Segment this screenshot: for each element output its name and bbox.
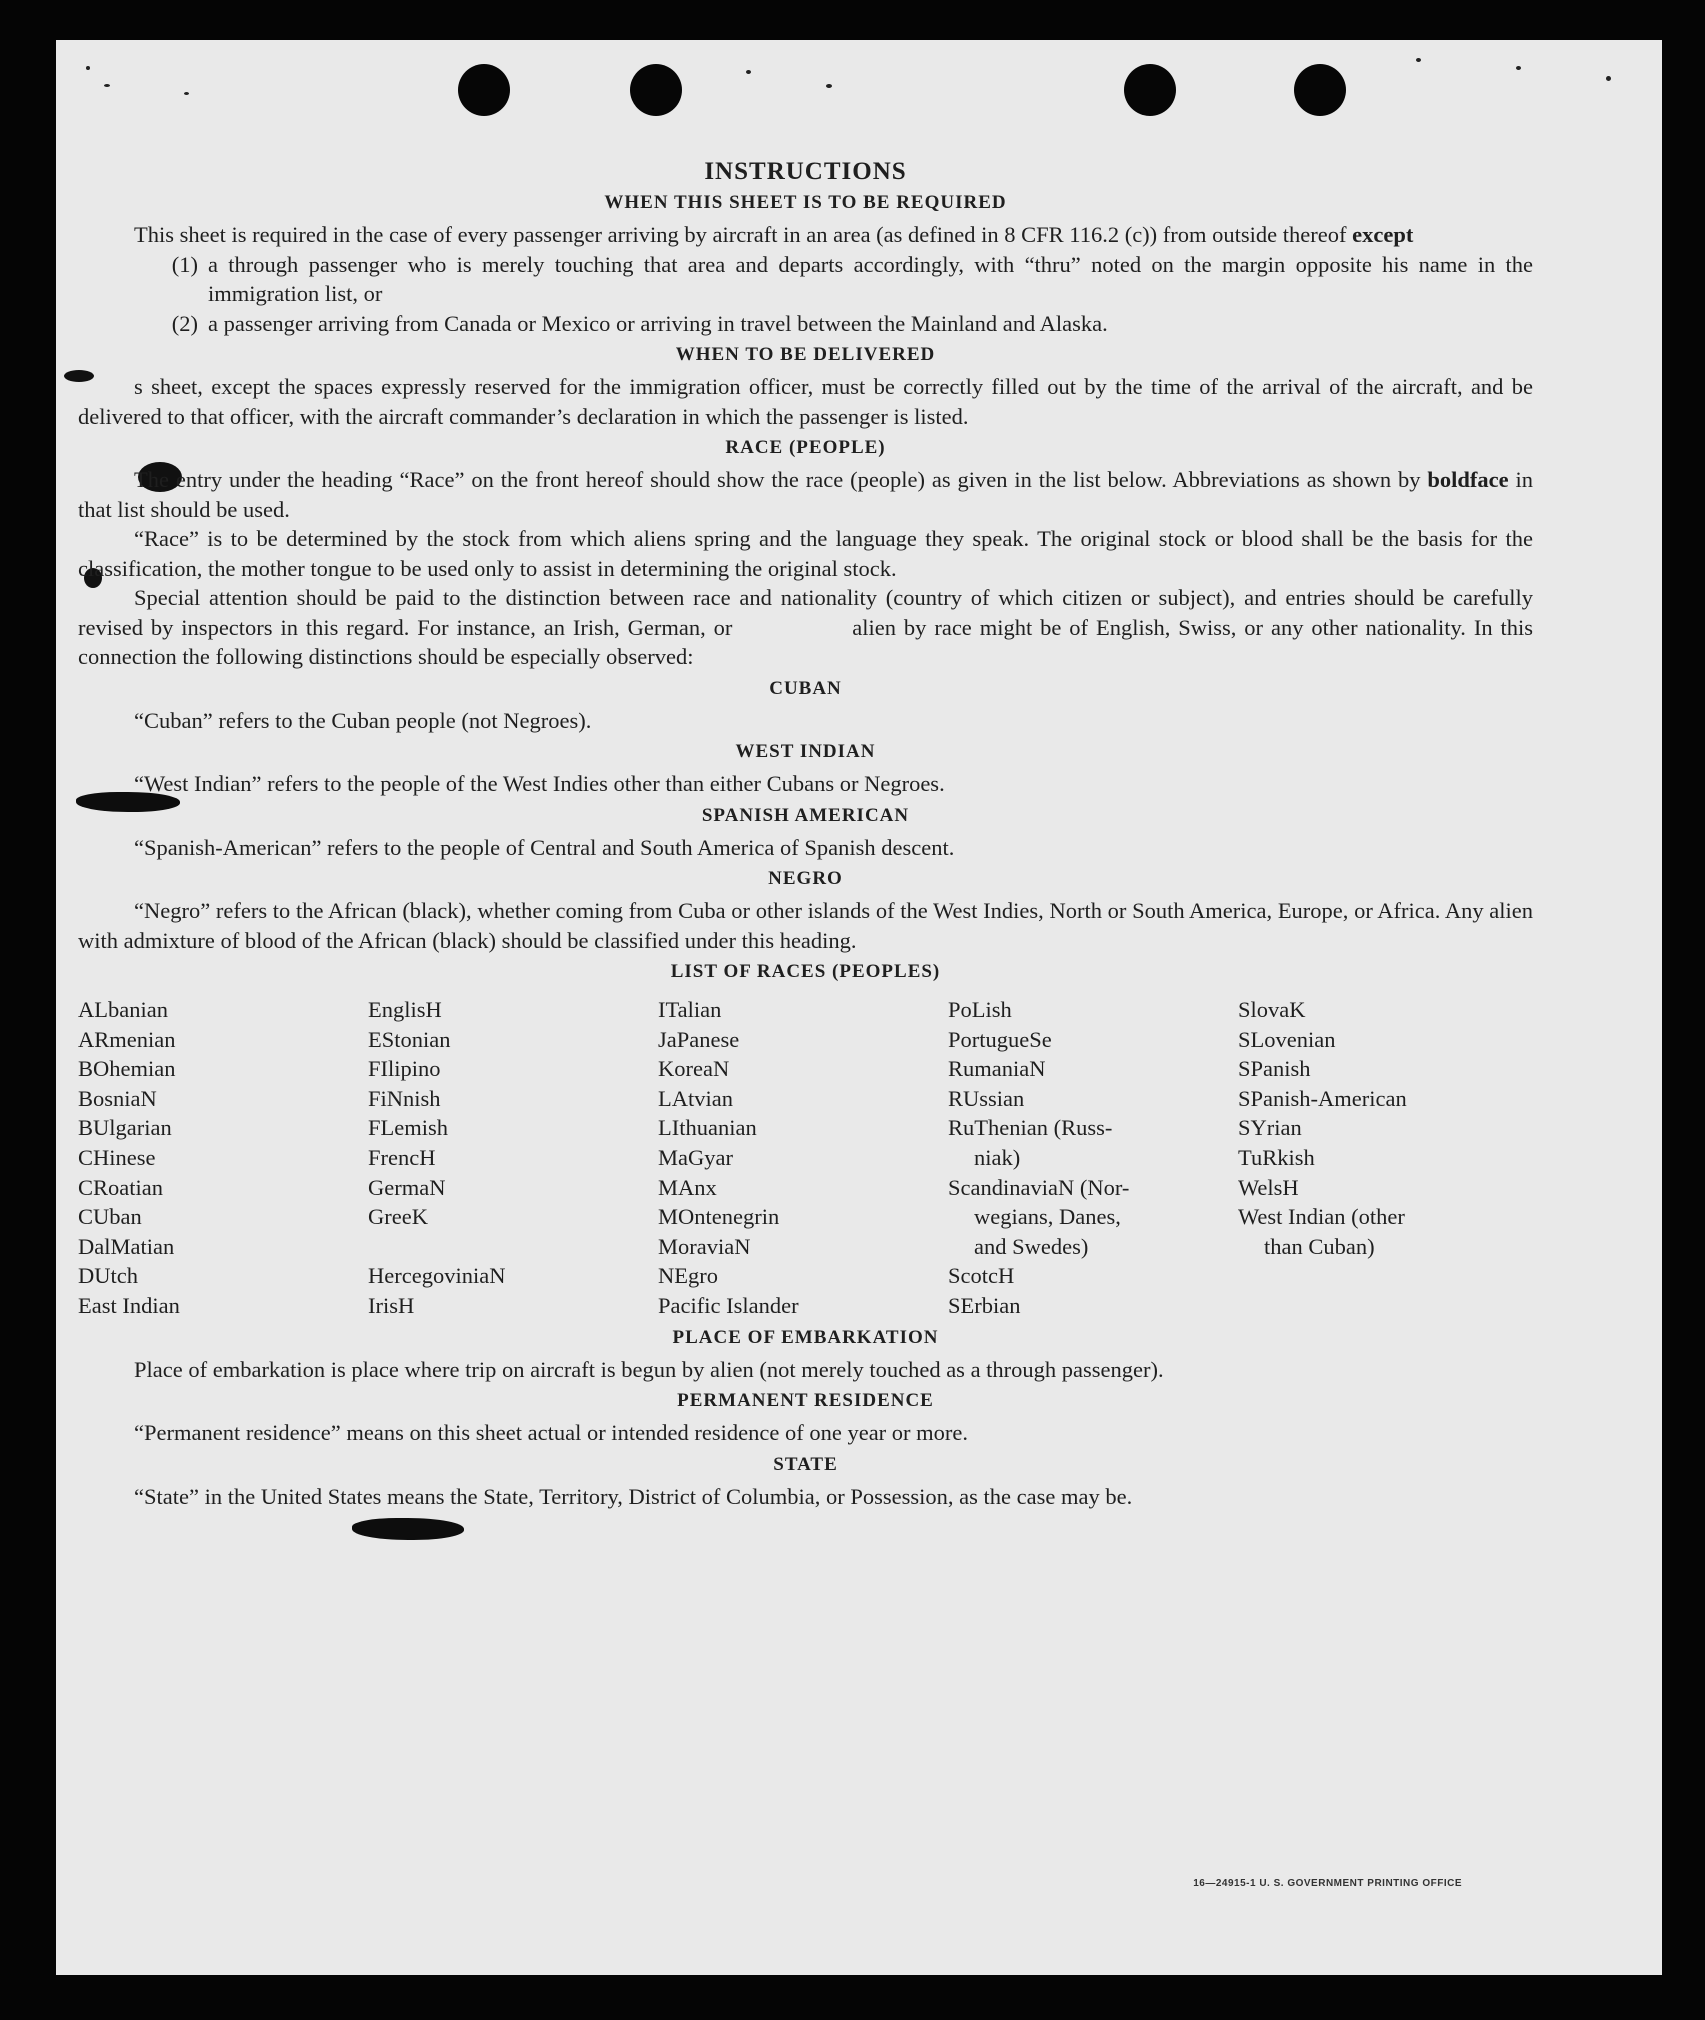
heading-west-indian: WEST INDIAN <box>735 741 876 762</box>
delivered-text: s sheet, except the spaces expressly reserved for the immigration officer, must be correctly filled out by the time of the arrival of the aircraft, and be delivered to that officer, with the aircraft commander’s declaration in which the passenger is listed. <box>78 374 1533 429</box>
race-entry: ScandinaviaN (Nor- <box>948 1174 1130 1200</box>
race-entry: SYrian <box>1238 1115 1302 1141</box>
race-entry: DalMatian <box>78 1233 175 1259</box>
race-entry: ITalian <box>658 997 722 1022</box>
heading-when-delivered: WHEN TO BE DELIVERED <box>675 344 936 365</box>
race-entry: FIlipino <box>368 1056 441 1082</box>
heading-state: STATE <box>773 1453 838 1475</box>
residence-text: “Permanent residence” means on this sheet actual or intended residence of one year or more. <box>134 1420 969 1446</box>
race-entry: SlovaK <box>1238 997 1306 1022</box>
race-entry-continued: than Cuban) <box>1264 1233 1375 1259</box>
page-title: INSTRUCTIONS <box>704 158 907 185</box>
race-entry: SErbian <box>948 1292 1021 1318</box>
heading-negro: NEGRO <box>768 868 843 889</box>
state-text: “State” in the United States means the State, Territory, District of Columbia, or Possession, as the case may be. <box>134 1483 1133 1509</box>
document-page <box>56 40 1662 1975</box>
race-entry: HercegoviniaN <box>368 1263 506 1289</box>
list-item: (1) a through passenger who is merely touching that area and departs accordingly, with “thru” noted on the margin opposite his name in the immigration list, or <box>171 251 1533 306</box>
race-entry: BosniaN <box>78 1085 157 1111</box>
race-entry: WelsH <box>1238 1174 1299 1200</box>
race-entry: SPanish-American <box>1238 1085 1407 1111</box>
punch-hole <box>630 64 682 116</box>
race-entry-continued: wegians, Danes, <box>974 1204 1121 1230</box>
race-entry: FLemish <box>368 1115 449 1141</box>
ink-speck <box>104 84 110 87</box>
punch-hole <box>458 64 510 116</box>
race-entry: ScotcH <box>948 1263 1015 1289</box>
race-entry: LAtvian <box>658 1085 733 1111</box>
heading-races-list: LIST OF RACES (PEOPLES) <box>670 961 941 982</box>
races-column-5 <box>1238 995 1528 1321</box>
races-column-1 <box>78 995 368 1321</box>
race-entry: IrisH <box>368 1292 415 1318</box>
race-entry: JaPanese <box>658 1026 740 1052</box>
race-entry: MOntenegrin <box>658 1204 780 1230</box>
race-entry: RUssian <box>948 1085 1025 1111</box>
race-entry: ARmenian <box>78 1026 176 1052</box>
embarkation-text: Place of embarkation is place where trip on aircraft is begun by alien (not merely touched as a through passenger). <box>134 1356 1164 1382</box>
race-entry: CRoatian <box>78 1174 163 1200</box>
race-entry: EStonian <box>368 1026 451 1052</box>
race-entry: KoreaN <box>658 1056 730 1082</box>
race-entry: GreeK <box>368 1204 428 1230</box>
races-column-2 <box>368 995 658 1321</box>
race-entry: FrencH <box>368 1144 436 1170</box>
race-entry: PortugueSe <box>948 1026 1052 1052</box>
ink-speck <box>746 70 751 74</box>
race-entry: FiNnish <box>368 1085 441 1111</box>
heading-spanish-american: SPANISH AMERICAN <box>701 804 910 826</box>
race-entry: MoraviaN <box>658 1233 751 1259</box>
printing-office-footer: 16—24915-1 U. S. GOVERNMENT PRINTING OFFICE <box>1193 1878 1462 1889</box>
race-entry: BUlgarian <box>78 1115 172 1141</box>
negro-text: “Negro” refers to the African (black), whether coming from Cuba or other islands of the West Indies, North or South America, Europe, or Africa. Any alien with admixture of blood of the African (black) should be classified under this heading. <box>78 898 1533 953</box>
ink-speck <box>1516 66 1521 70</box>
race-paragraph-3: Special attention should be paid to the distinction between race and nationality (country of which citizen or subject), and entries should be carefully revised by inspectors in this regard. For instance, an Irish, German, or alien by race might be of English, Swiss, or any other nationality. In this connection the following distinctions should be especially observed: <box>78 585 1533 669</box>
ink-speck <box>184 92 189 95</box>
ink-speck <box>1606 76 1611 81</box>
race-entry: PoLish <box>948 997 1012 1022</box>
ink-speck <box>1416 58 1421 62</box>
list-item: (2) a passenger arriving from Canada or Mexico or arriving in travel between the Mainland and Alaska. <box>171 310 1108 336</box>
race-entry: LIthuanian <box>658 1115 757 1141</box>
races-column-3 <box>658 995 948 1321</box>
spanish-american-text: “Spanish-American” refers to the people of Central and South America of Spanish descent. <box>134 834 955 860</box>
race-entry: DUtch <box>78 1263 138 1289</box>
race-entry: MAnx <box>658 1174 717 1200</box>
race-paragraph-1: The entry under the heading “Race” on the front hereof should show the race (people) as given in the list below. Abbreviations as shown by boldface in that list should be used. <box>78 467 1533 522</box>
race-entry-continued: and Swedes) <box>974 1233 1089 1259</box>
race-entry: CUban <box>78 1204 142 1230</box>
race-entry: ALbanian <box>78 997 168 1022</box>
heading-cuban: CUBAN <box>769 677 842 699</box>
punch-hole <box>1294 64 1346 116</box>
race-entry: CHinese <box>78 1144 156 1170</box>
heading-embarkation: PLACE OF EMBARKATION <box>672 1326 939 1348</box>
race-entry: EnglisH <box>368 997 442 1022</box>
race-entry: RuThenian (Russ- <box>948 1115 1113 1141</box>
required-intro: This sheet is required in the case of every passenger arriving by aircraft in an area (as defined in 8 CFR 116.2 (c)) from outside thereof except <box>134 222 1414 247</box>
punch-hole <box>1124 64 1176 116</box>
redaction-mark <box>352 1518 464 1540</box>
heading-race: RACE (PEOPLE) <box>725 437 886 458</box>
ink-speck <box>826 84 832 88</box>
race-entry-continued: niak) <box>974 1144 1021 1170</box>
race-paragraph-2: “Race” is to be determined by the stock from which aliens spring and the language they speak. The original stock or blood shall be the basis for the classification, the mother tongue to be used only to assist in determining the original stock. <box>78 526 1533 581</box>
race-entry: RumaniaN <box>948 1056 1046 1082</box>
race-entry: East Indian <box>78 1292 180 1318</box>
race-entry: Pacific Islander <box>658 1292 799 1318</box>
cuban-text: “Cuban” refers to the Cuban people (not Negroes). <box>134 707 592 733</box>
race-entry: GermaN <box>368 1174 446 1200</box>
race-entry: SPanish <box>1238 1056 1311 1082</box>
race-entry: TuRkish <box>1238 1144 1315 1170</box>
ink-speck <box>86 66 90 70</box>
race-entry: BOhemian <box>78 1056 176 1082</box>
race-entry: West Indian (other <box>1238 1204 1405 1230</box>
heading-residence: PERMANENT RESIDENCE <box>677 1390 934 1412</box>
races-column-4 <box>948 995 1238 1321</box>
race-entry: SLovenian <box>1238 1026 1336 1052</box>
race-entry-redacted <box>368 1232 658 1262</box>
heading-when-required: WHEN THIS SHEET IS TO BE REQUIRED <box>604 192 1007 213</box>
west-indian-text: “West Indian” refers to the people of the West Indies other than either Cubans or Negroes. <box>134 771 945 796</box>
races-list <box>78 995 1533 1321</box>
race-entry: NEgro <box>658 1263 718 1289</box>
race-entry: MaGyar <box>658 1144 733 1170</box>
